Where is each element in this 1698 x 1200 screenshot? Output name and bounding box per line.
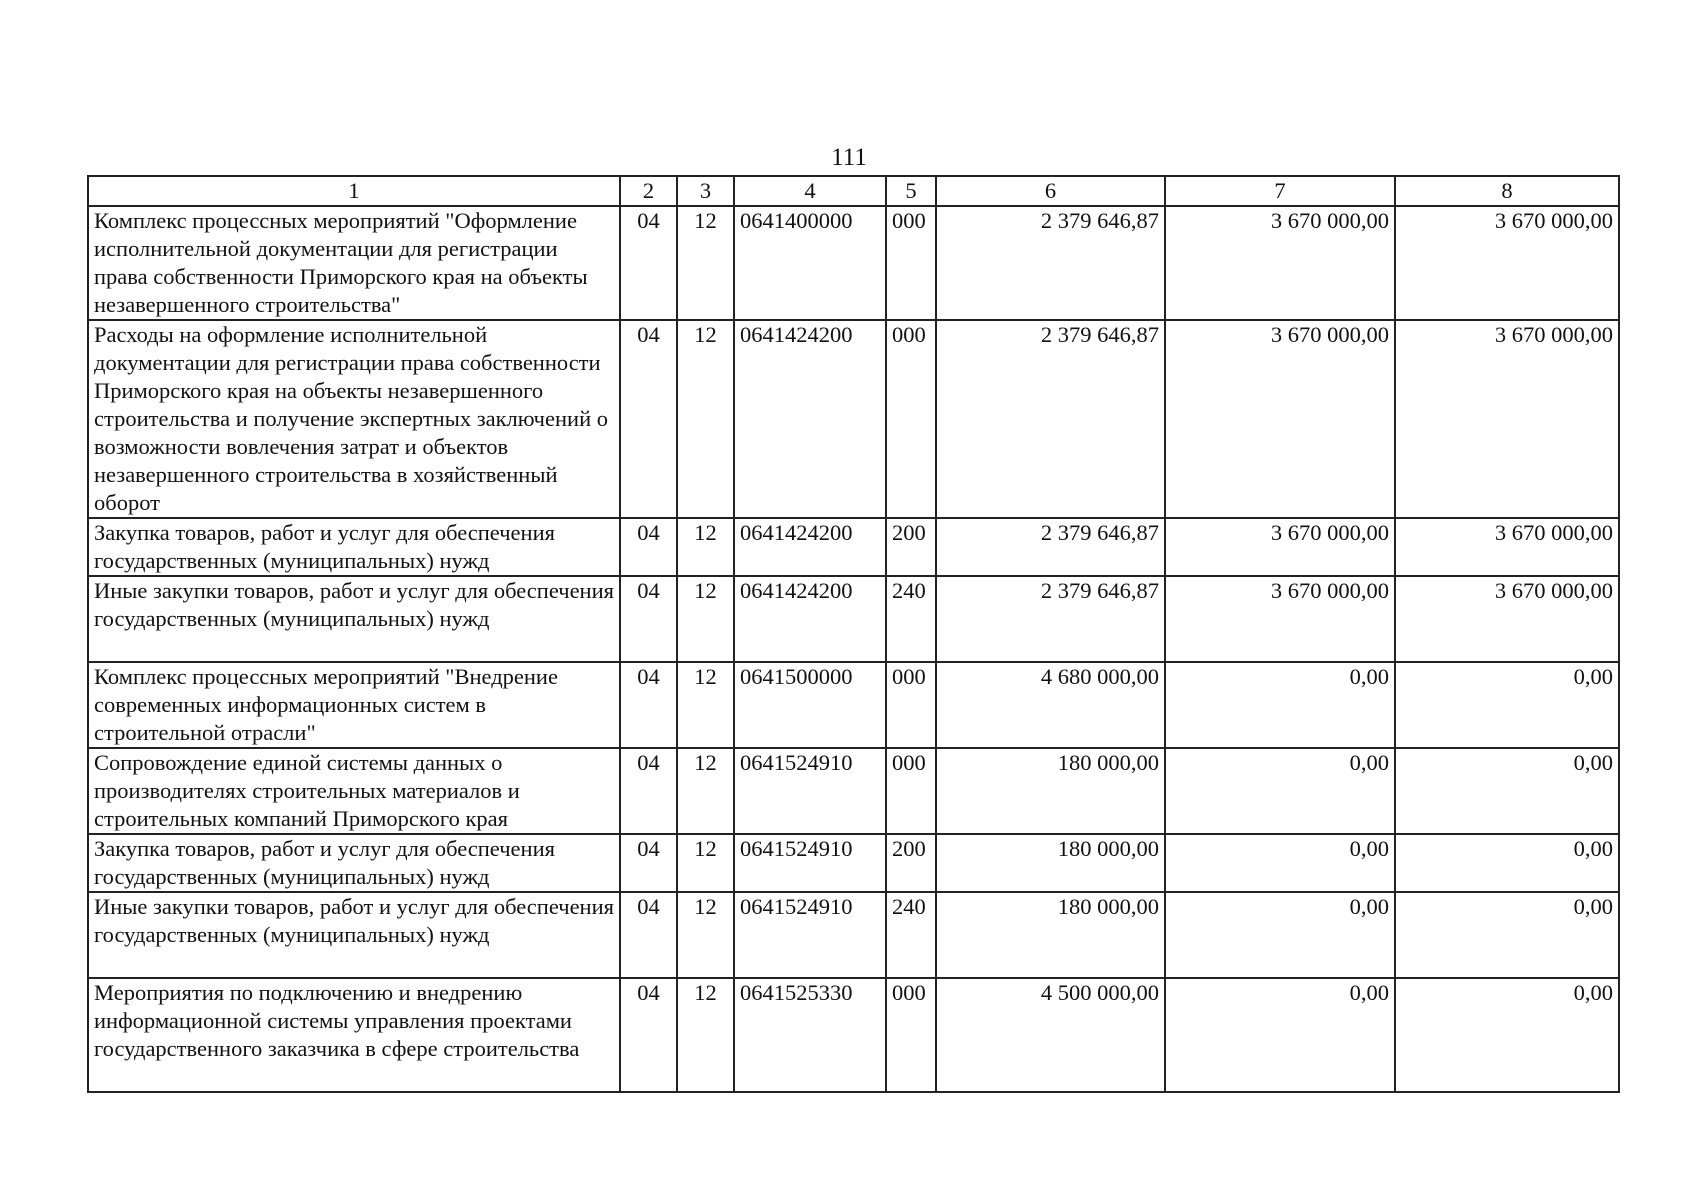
row-value-3: 0,00 bbox=[1395, 748, 1619, 834]
row-section: 04 bbox=[620, 748, 677, 834]
row-target: 0641424200 bbox=[734, 576, 886, 662]
row-name: Комплекс процессных мероприятий "Оформление исполнительной документации для регистрации права собственности Приморского края на объекты незавершенного строительства" bbox=[88, 206, 620, 320]
row-kind: 000 bbox=[886, 206, 936, 320]
row-value-2: 3 670 000,00 bbox=[1165, 518, 1395, 576]
row-value-2: 0,00 bbox=[1165, 748, 1395, 834]
row-value-2: 3 670 000,00 bbox=[1165, 320, 1395, 518]
row-subsection: 12 bbox=[677, 518, 734, 576]
row-name: Иные закупки товаров, работ и услуг для обеспечения государственных (муниципальных) нужд bbox=[88, 576, 620, 662]
table-row bbox=[88, 320, 1619, 518]
row-value-2: 0,00 bbox=[1165, 662, 1395, 748]
row-target: 0641500000 bbox=[734, 662, 886, 748]
row-target: 0641424200 bbox=[734, 320, 886, 518]
row-target: 0641524910 bbox=[734, 892, 886, 978]
row-section: 04 bbox=[620, 320, 677, 518]
row-kind: 200 bbox=[886, 518, 936, 576]
table-row bbox=[88, 748, 1619, 834]
row-target: 0641524910 bbox=[734, 834, 886, 892]
row-subsection: 12 bbox=[677, 834, 734, 892]
row-section: 04 bbox=[620, 576, 677, 662]
row-value-1: 2 379 646,87 bbox=[936, 518, 1165, 576]
row-value-2: 0,00 bbox=[1165, 892, 1395, 978]
row-section: 04 bbox=[620, 834, 677, 892]
row-value-3: 3 670 000,00 bbox=[1395, 320, 1619, 518]
row-value-3: 3 670 000,00 bbox=[1395, 518, 1619, 576]
header-cell: 3 bbox=[677, 176, 734, 206]
header-row bbox=[88, 176, 1619, 206]
header-cell: 8 bbox=[1395, 176, 1619, 206]
row-value-1: 180 000,00 bbox=[936, 892, 1165, 978]
row-target: 0641400000 bbox=[734, 206, 886, 320]
header-cell: 4 bbox=[734, 176, 886, 206]
header-cell: 2 bbox=[620, 176, 677, 206]
page-number: 111 bbox=[831, 144, 867, 171]
row-name: Расходы на оформление исполнительной документации для регистрации права собственности Приморского края на объекты незавершенного строительства и получение экспертных заключений о возможности вовлечения затрат и объектов незавершенного строительства в хозяйственный оборот bbox=[88, 320, 620, 518]
row-value-2: 0,00 bbox=[1165, 978, 1395, 1092]
row-value-1: 2 379 646,87 bbox=[936, 320, 1165, 518]
table-row bbox=[88, 662, 1619, 748]
row-value-2: 0,00 bbox=[1165, 834, 1395, 892]
row-value-1: 2 379 646,87 bbox=[936, 206, 1165, 320]
table-row bbox=[88, 576, 1619, 662]
budget-table bbox=[87, 175, 1620, 1093]
table-body bbox=[88, 206, 1619, 1092]
row-target: 0641524910 bbox=[734, 748, 886, 834]
row-name: Иные закупки товаров, работ и услуг для обеспечения государственных (муниципальных) нужд bbox=[88, 892, 620, 978]
row-value-3: 3 670 000,00 bbox=[1395, 206, 1619, 320]
row-section: 04 bbox=[620, 206, 677, 320]
table-header bbox=[88, 176, 1619, 206]
row-kind: 240 bbox=[886, 892, 936, 978]
table-row bbox=[88, 892, 1619, 978]
row-value-3: 0,00 bbox=[1395, 662, 1619, 748]
row-value-1: 180 000,00 bbox=[936, 748, 1165, 834]
row-name: Закупка товаров, работ и услуг для обеспечения государственных (муниципальных) нужд bbox=[88, 834, 620, 892]
row-subsection: 12 bbox=[677, 662, 734, 748]
row-section: 04 bbox=[620, 518, 677, 576]
row-kind: 000 bbox=[886, 320, 936, 518]
row-value-1: 4 680 000,00 bbox=[936, 662, 1165, 748]
header-cell: 5 bbox=[886, 176, 936, 206]
row-value-3: 0,00 bbox=[1395, 834, 1619, 892]
row-subsection: 12 bbox=[677, 748, 734, 834]
table-row bbox=[88, 518, 1619, 576]
row-subsection: 12 bbox=[677, 978, 734, 1092]
row-subsection: 12 bbox=[677, 892, 734, 978]
table-row bbox=[88, 978, 1619, 1092]
row-name: Закупка товаров, работ и услуг для обеспечения государственных (муниципальных) нужд bbox=[88, 518, 620, 576]
row-kind: 200 bbox=[886, 834, 936, 892]
row-subsection: 12 bbox=[677, 320, 734, 518]
row-name: Комплекс процессных мероприятий "Внедрение современных информационных систем в строительной отрасли" bbox=[88, 662, 620, 748]
row-section: 04 bbox=[620, 892, 677, 978]
row-kind: 000 bbox=[886, 662, 936, 748]
table-row bbox=[88, 206, 1619, 320]
header-cell: 6 bbox=[936, 176, 1165, 206]
row-name: Мероприятия по подключению и внедрению информационной системы управления проектами государственного заказчика в сфере строительства bbox=[88, 978, 620, 1092]
table-row bbox=[88, 834, 1619, 892]
row-section: 04 bbox=[620, 978, 677, 1092]
header-cell: 1 bbox=[88, 176, 620, 206]
row-kind: 000 bbox=[886, 748, 936, 834]
row-value-2: 3 670 000,00 bbox=[1165, 576, 1395, 662]
row-subsection: 12 bbox=[677, 206, 734, 320]
header-cell: 7 bbox=[1165, 176, 1395, 206]
row-value-1: 180 000,00 bbox=[936, 834, 1165, 892]
row-name: Сопровождение единой системы данных о производителях строительных материалов и строительных компаний Приморского края bbox=[88, 748, 620, 834]
row-value-3: 0,00 bbox=[1395, 978, 1619, 1092]
row-value-3: 3 670 000,00 bbox=[1395, 576, 1619, 662]
row-target: 0641424200 bbox=[734, 518, 886, 576]
row-value-3: 0,00 bbox=[1395, 892, 1619, 978]
row-kind: 240 bbox=[886, 576, 936, 662]
row-value-1: 2 379 646,87 bbox=[936, 576, 1165, 662]
row-kind: 000 bbox=[886, 978, 936, 1092]
row-section: 04 bbox=[620, 662, 677, 748]
row-value-2: 3 670 000,00 bbox=[1165, 206, 1395, 320]
row-target: 0641525330 bbox=[734, 978, 886, 1092]
row-value-1: 4 500 000,00 bbox=[936, 978, 1165, 1092]
row-subsection: 12 bbox=[677, 576, 734, 662]
